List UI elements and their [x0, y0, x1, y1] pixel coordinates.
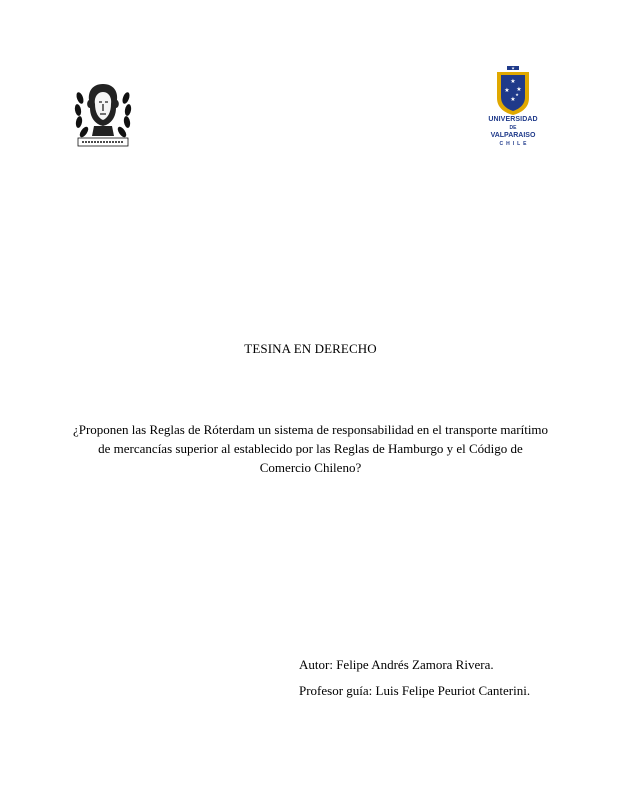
svg-text:★: ★: [510, 78, 516, 85]
title-line: de mercancías superior al establecido por las Reglas de Hamburgo y el Código de: [98, 441, 523, 456]
document-type: TESINA EN DERECHO: [244, 341, 377, 356]
university-logo: [480, 64, 546, 154]
title-line: Comercio Chileno?: [259, 460, 362, 475]
svg-text:★: ★: [510, 96, 516, 103]
university-name-line1: UNIVERSIDAD: [488, 116, 538, 123]
thesis-title: [60, 420, 561, 477]
advisor-line: Profesor guía: Luis Felipe Peuriot Canterini.: [299, 683, 531, 698]
shield-southern-cross-icon: [493, 64, 533, 116]
svg-text:★: ★: [516, 86, 522, 93]
university-country: CHILE: [499, 141, 530, 147]
svg-text:★: ★: [511, 65, 515, 71]
title-line: ¿Proponen las Reglas de Róterdam un sistema de responsabilidad en el transporte marítimo: [72, 422, 549, 437]
university-name-line2: DE: [509, 125, 517, 131]
svg-text:★: ★: [504, 87, 510, 94]
university-name-line3: VALPARAISO: [490, 132, 536, 139]
svg-text:★: ★: [515, 92, 519, 97]
author-line: Autor: Felipe Andrés Zamora Rivera.: [299, 657, 494, 672]
classical-head-emblem-icon: [72, 80, 134, 150]
